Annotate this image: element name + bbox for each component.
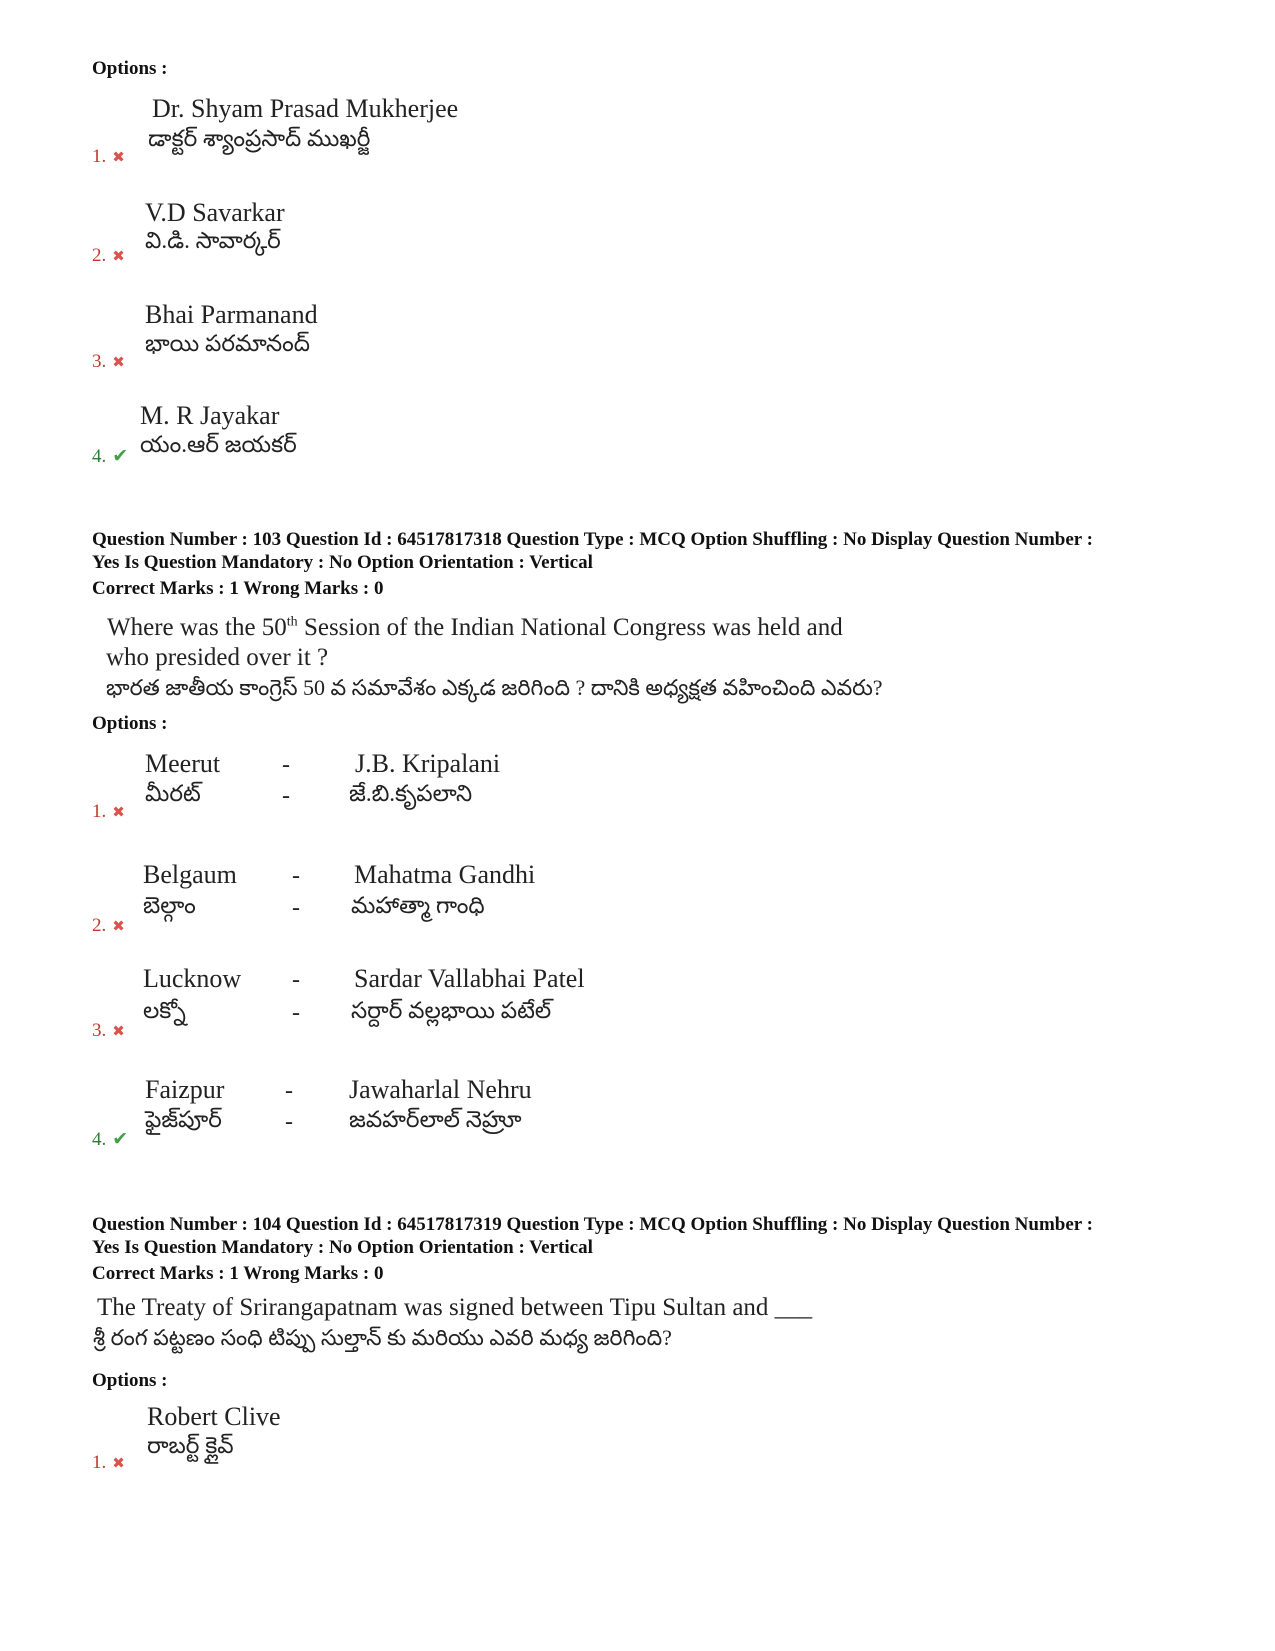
q103-marks: Correct Marks : 1 Wrong Marks : 0 [92,578,384,599]
option-2-number [92,245,125,267]
q103-question-english-line2: who presided over it ? [106,644,329,671]
cross-mark-icon: ✖ [112,1024,125,1040]
q104-meta-line1: Question Number : 104 Question Id : 64517817319 Question Type : MCQ Option Shuffling : No Display Question Number : [92,1214,1093,1235]
q103-opt1-dash: - [282,752,290,778]
q103-opt3-person-te: సర్దార్ వల్లభాయి పటేల్ [351,998,552,1023]
q103-opt1-dash2: - [282,783,290,809]
option-2-english: V.D Savarkar [145,198,285,227]
option-number-text: 4. [92,446,107,467]
q103-opt4-person-te: జవహర్‌లాల్ నెహ్రూ [349,1107,522,1132]
q103-opt4-place-en: Faizpur [145,1075,225,1104]
cross-mark-icon: ✖ [112,249,125,265]
q103-opt4-place-te: ఫైజ్‌పూర్ [145,1107,222,1132]
option-1-english: Dr. Shyam Prasad Mukherjee [152,94,459,123]
q104-marks: Correct Marks : 1 Wrong Marks : 0 [92,1263,384,1284]
option-4-number [92,445,128,468]
option-3-english: Bhai Parmanand [145,300,318,329]
q103-opt2-number [92,915,125,937]
q104-meta-line2: Yes Is Question Mandatory : No Option Orientation : Vertical [92,1237,593,1258]
q103-opt4-number [92,1128,128,1151]
q103-meta [92,528,1093,574]
q103-opt3-place-en: Lucknow [143,964,242,993]
q103-opt1-person-te: జే.బి.కృపలాని [349,781,473,806]
q103-meta-line2: Yes Is Question Mandatory : No Option Orientation : Vertical [92,552,593,573]
q103-opt2-person-en: Mahatma Gandhi [354,860,536,889]
q103-question-english-line1 [107,614,843,642]
q103-opt1-number [92,801,125,823]
options-label: Options : [92,1370,168,1391]
q103-question-telugu: భారత జాతీయ కాంగ్రెస్ 50 వ సమావేశం ఎక్కడ జరిగింది ? దానికి అధ్యక్షత వహించింది ఎవరు? [106,675,883,700]
option-4-telugu: యం.ఆర్ జయకర్ [140,432,297,457]
option-3-telugu: భాయి పరమానంద్ [145,331,311,356]
q103-opt4-dash: - [285,1078,293,1104]
option-3-number [92,351,125,373]
option-2-telugu: వి.డి. సావార్కర్ [145,228,281,253]
q104-opt1-english: Robert Clive [147,1402,281,1431]
q103-opt3-number [92,1020,125,1042]
q103-opt1-place-te: మీరట్ [145,781,201,806]
cross-mark-icon: ✖ [112,1456,125,1472]
q103-opt2-dash: - [292,863,300,889]
check-mark-icon: ✔ [112,446,129,467]
options-label: Options : [92,713,168,734]
option-1-number [92,146,125,168]
q104-question-english: The Treaty of Srirangapatnam was signed between Tipu Sultan and ___ [97,1294,813,1321]
cross-mark-icon: ✖ [112,150,125,166]
q103-opt3-place-te: లక్నో [143,998,186,1023]
cross-mark-icon: ✖ [112,805,125,821]
q103-opt2-dash2: - [292,895,300,921]
q103-opt2-place-en: Belgaum [143,860,237,889]
option-number-text: 3. [92,1020,107,1041]
option-4-english: M. R Jayakar [140,401,280,430]
option-number-text: 4. [92,1129,107,1150]
cross-mark-icon: ✖ [112,355,125,371]
q103-opt2-person-te: మహాత్మా గాంధి [351,893,485,918]
q104-opt1-telugu: రాబర్ట్ క్లైవ్ [147,1433,234,1458]
q103-meta-line1: Question Number : 103 Question Id : 64517817318 Question Type : MCQ Option Shuffling : No Display Question Number : [92,529,1093,550]
option-number-text: 2. [92,915,107,936]
q103-text-part: Session of the Indian National Congress was held and [297,614,843,641]
q104-opt1-number [92,1452,125,1474]
q103-opt3-person-en: Sardar Vallabhai Patel [354,964,585,993]
option-number-text: 3. [92,351,107,372]
q103-text-part: Where was the 50 [107,614,287,641]
q103-opt1-place-en: Meerut [145,749,221,778]
q104-meta [92,1213,1093,1259]
q103-opt3-dash: - [292,967,300,993]
q103-opt3-dash2: - [292,1000,300,1026]
option-number-text: 2. [92,245,107,266]
cross-mark-icon: ✖ [112,919,125,935]
q103-opt4-person-en: Jawaharlal Nehru [349,1075,532,1104]
q103-superscript: th [286,614,298,630]
option-number-text: 1. [92,801,107,822]
options-label: Options : [92,58,168,79]
option-1-telugu: డాక్టర్ శ్యాంప్రసాద్ ముఖర్జీ [148,126,371,151]
check-mark-icon: ✔ [112,1129,129,1150]
option-number-text: 1. [92,1452,107,1473]
q104-question-telugu: శ్రీ రంగ పట్టణం సంధి టిప్పు సుల్తాన్ కు మరియు ఎవరి మధ్య జరిగింది? [93,1325,672,1350]
q103-opt2-place-te: బెల్గాం [143,893,196,918]
q103-opt4-dash2: - [285,1109,293,1135]
option-number-text: 1. [92,146,107,167]
q103-opt1-person-en: J.B. Kripalani [355,749,501,778]
